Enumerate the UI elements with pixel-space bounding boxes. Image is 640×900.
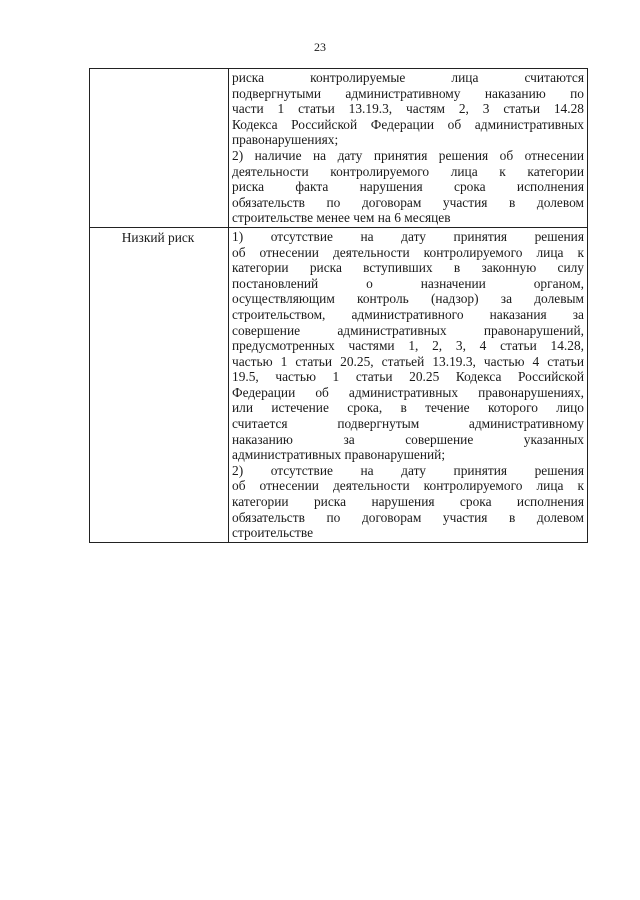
text-line: риска факта нарушения срока исполнения (232, 179, 584, 195)
text-line: постановлений о назначении органом, (232, 275, 584, 291)
table-cell-category (90, 227, 229, 542)
risk-category-label: Низкий риск (121, 229, 195, 245)
text-line: Федерации об административных правонарушениях, (232, 384, 584, 400)
text-line: 2) отсутствие на дату принятия решения (232, 462, 584, 478)
text-line: считается подвергнутым административному (232, 416, 584, 432)
text-line: наказанию за совершение указанных (232, 431, 584, 447)
text-line: совершение административных правонарушений, (232, 322, 584, 338)
table-cell-category (90, 69, 229, 228)
text-line: 2) наличие на дату принятия решения об отнесении (232, 147, 584, 163)
table-row (90, 69, 588, 228)
text-line: 1) отсутствие на дату принятия решения (232, 228, 584, 244)
text-line: Кодекса Российской Федерации об административных (232, 116, 584, 132)
text-line: категории риска вступивших в законную силу (232, 260, 584, 276)
risk-category-table (89, 68, 588, 543)
table-row (90, 227, 588, 542)
text-line: частью 1 статьи 20.25, статьей 13.19.3, частью 4 статьи (232, 353, 584, 369)
text-line: категории риска нарушения срока исполнения (232, 494, 584, 510)
text-line: строительстве (232, 525, 314, 541)
text-line: об отнесении деятельности контролируемого лица к (232, 244, 584, 260)
text-line: предусмотренных частями 1, 2, 3, 4 статьи 14.28, (232, 338, 584, 354)
risk-category-label (90, 69, 228, 71)
page-number: 23 (314, 40, 326, 54)
text-line: 19.5, частью 1 статьи 20.25 Кодекса Российской (232, 369, 584, 385)
text-line: правонарушениях; (232, 132, 339, 148)
text-line: обязательств по договорам участия в долевом (232, 194, 584, 210)
table-cell-criteria (229, 69, 588, 228)
text-line: части 1 статьи 13.19.3, частям 2, 3 статьи 14.28 (232, 101, 584, 117)
text-line: строительстве менее чем на 6 месяцев (232, 210, 451, 226)
text-line: подвергнутыми административному наказанию по (232, 85, 584, 101)
text-line: осуществляющим контроль (надзор) за долевым (232, 291, 584, 307)
text-line: риска контролируемые лица считаются (232, 70, 584, 85)
text-line: об отнесении деятельности контролируемого лица к (232, 478, 584, 494)
table-cell-criteria (229, 227, 588, 542)
text-line: строительством, административного наказания за (232, 306, 584, 322)
criteria-text (229, 228, 587, 542)
text-line: деятельности контролируемого лица к категории (232, 163, 584, 179)
text-line: или истечение срока, в течение которого лицо (232, 400, 584, 416)
criteria-text (229, 69, 587, 227)
text-line: обязательств по договорам участия в долевом (232, 509, 584, 525)
text-line: административных правонарушений; (232, 447, 446, 463)
